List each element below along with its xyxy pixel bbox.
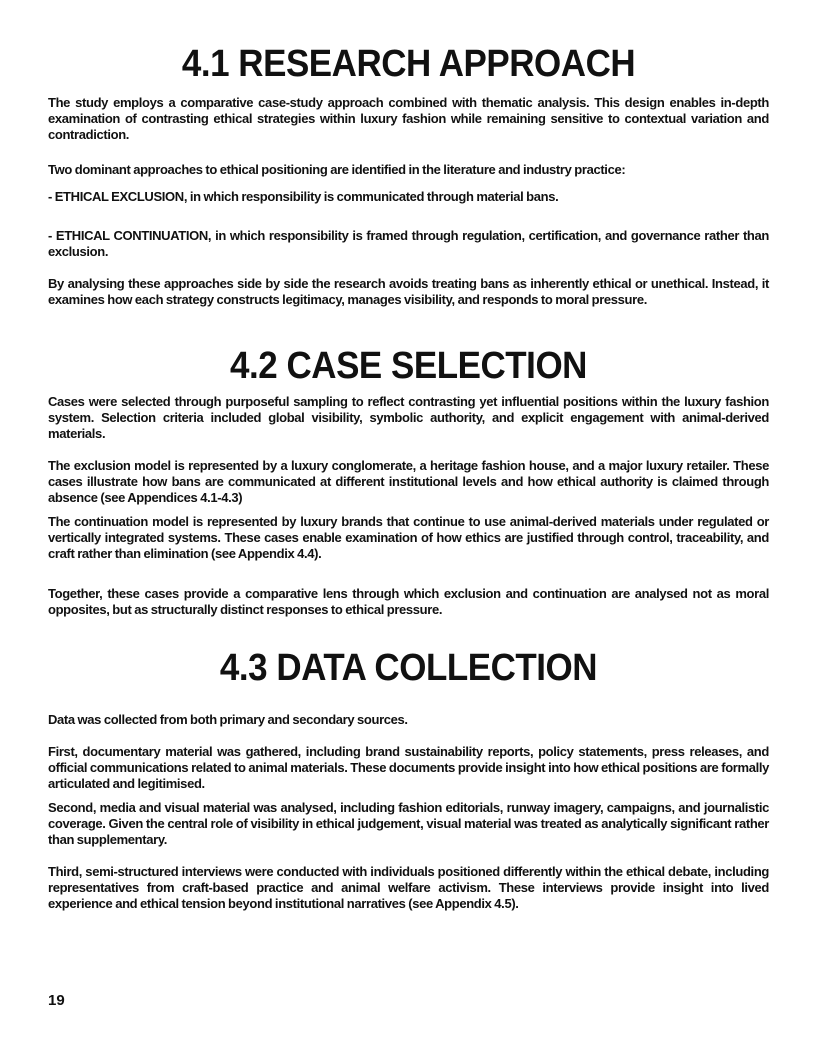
data-paragraph-interviews: Third, semi-structured interviews were conducted with individuals positioned differently within the ethical debate, including representatives from craft-based practice and animal welfare activism. These interviews provide insight into lived experience and ethical tension beyond institutional narratives (see Appendix 4.5).	[48, 864, 769, 911]
cases-paragraph-continuation-model: The continuation model is represented by luxury brands that continue to use animal-derived materials under regulated or vertically integrated systems. These cases enable examination of how ethics are justified through control, traceability, and craft rather than elimination (see Appendix 4.4).	[48, 514, 769, 561]
data-paragraph-1: Data was collected from both primary and secondary sources.	[48, 712, 408, 727]
section-heading-research-approach: 4.1 RESEARCH APPROACH	[181, 43, 636, 85]
section-heading-data-collection: 4.3 DATA COLLECTION	[219, 647, 598, 689]
data-paragraph-media-visual: Second, media and visual material was analysed, including fashion editorials, runway imagery, campaigns, and journalistic coverage. Given the central role of visibility in ethical judgement, visual material was treated as analytically significant rather than supplementary.	[48, 800, 769, 847]
page-number: 19	[48, 992, 65, 1009]
cases-paragraph-1: Cases were selected through purposeful sampling to reflect contrasting yet influential positions within the luxury fashion system. Selection criteria included global visibility, symbolic authority, and explicit engagement with animal-derived materials.	[48, 394, 769, 441]
research-paragraph-ethical-exclusion: - ETHICAL EXCLUSION, in which responsibility is communicated through material bans.	[48, 189, 559, 204]
section-heading-case-selection: 4.2 CASE SELECTION	[230, 345, 587, 387]
research-paragraph-1: The study employs a comparative case-study approach combined with thematic analysis. This design enables in-depth examination of contrasting ethical strategies within luxury fashion while remaining sensitive to contextual variation and contradiction.	[48, 95, 769, 142]
cases-paragraph-4: Together, these cases provide a comparative lens through which exclusion and continuation are analysed not as moral opposites, but as structurally distinct responses to ethical pressure.	[48, 586, 769, 617]
research-paragraph-ethical-continuation: - ETHICAL CONTINUATION, in which responsibility is framed through regulation, certification, and governance rather than exclusion.	[48, 228, 769, 259]
data-paragraph-documentary: First, documentary material was gathered, including brand sustainability reports, policy statements, press releases, and official communications related to animal materials. These documents provide insight into how ethical positions are formally articulated and legitimised.	[48, 744, 769, 791]
research-paragraph-5: By analysing these approaches side by side the research avoids treating bans as inherently ethical or unethical. Instead, it examines how each strategy constructs legitimacy, manages visibility, and responds to moral pressure.	[48, 276, 769, 307]
research-paragraph-2: Two dominant approaches to ethical positioning are identified in the literature and industry practice:	[48, 162, 626, 177]
cases-paragraph-exclusion-model: The exclusion model is represented by a luxury conglomerate, a heritage fashion house, and a major luxury retailer. These cases illustrate how bans are communicated at different institutional levels and how ethical authority is claimed through absence (see Appendices 4.1-4.3)	[48, 458, 769, 505]
